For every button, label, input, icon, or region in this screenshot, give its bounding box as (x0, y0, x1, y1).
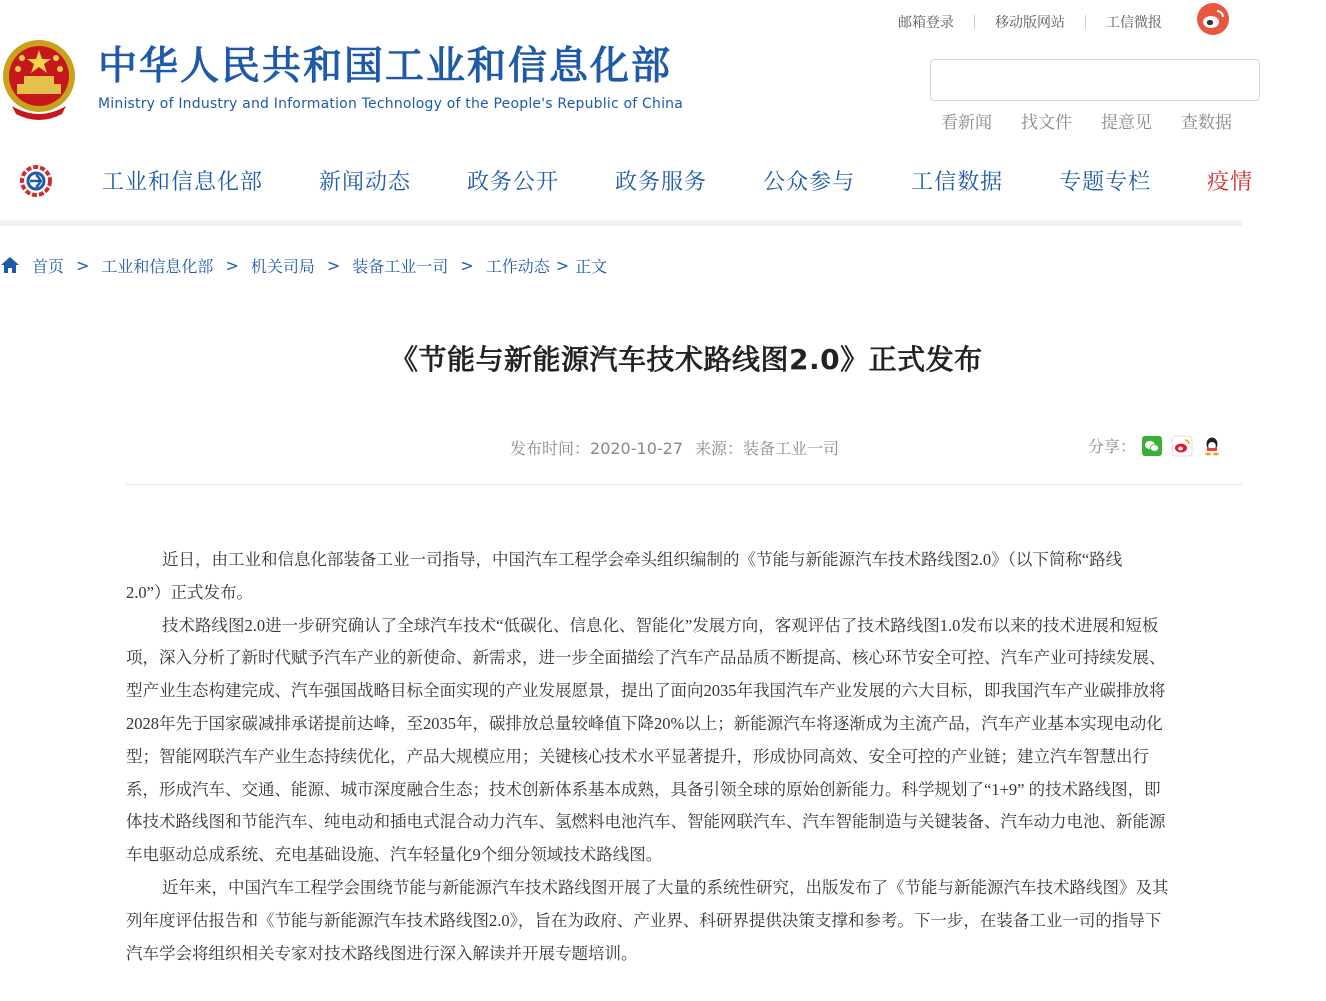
site-title[interactable]: 中华人民共和国工业和信息化部 (98, 44, 673, 89)
wechat-share-icon[interactable] (1142, 436, 1162, 456)
nav-item-data[interactable]: 工信数据 (911, 169, 1004, 195)
mobile-site-link[interactable]: 移动版网站 (995, 15, 1065, 31)
share-bar (1088, 434, 1232, 457)
qq-share-icon[interactable] (1202, 436, 1222, 456)
weibo-link[interactable]: 工信微报 (1106, 15, 1162, 31)
weibo-share-icon[interactable] (1172, 436, 1192, 456)
article-title: 《节能与新能源汽车技术路线图2.0》正式发布 (390, 343, 983, 376)
body-line: 列年度评估报告和《节能与新能源汽车技术路线图2.0》，旨在为政府、产业界、科研界提供决策支撑和参考。下一步，在装备工业一司的指导下 (126, 910, 1162, 930)
breadcrumb-departments[interactable]: 机关司局 (250, 256, 315, 276)
body-line: 型产业生态构建完成、汽车强国战略目标全面实现的产业发展愿景，提出了面向2035年我国汽车产业发展的六大目标，即我国汽车产业碳排放将 (126, 681, 1166, 701)
article-body (126, 544, 1326, 970)
site-subtitle: Ministry of Industry and Information Technology of the People's Republic of China (98, 96, 684, 112)
top-links (898, 10, 1162, 34)
body-line: 汽车学会将组织相关专家对技术路线图进行深入解读并开展专题培训。 (126, 943, 638, 963)
body-line: 型；智能网联汽车产业生态持续优化，产品大规模应用；关键核心技术水平显著提升，形成协同高效、安全可控的产业链；建立汽车智慧出行 (126, 746, 1149, 766)
nav-item-public-participation[interactable]: 公众参与 (763, 169, 856, 195)
quick-link-data[interactable]: 查数据 (1181, 113, 1232, 133)
breadcrumb-separator: > (326, 255, 341, 275)
body-line: 车电驱动总成系统、充电基础设施、汽车轻量化9个细分领域技术路线图。 (126, 845, 663, 865)
share-label: 分享： (1088, 437, 1137, 456)
main-nav (0, 150, 1254, 226)
divider (126, 484, 1242, 485)
nav-item-epidemic[interactable]: 疫情 (1207, 169, 1254, 195)
body-line: 近日，由工业和信息化部装备工业一司指导，中国汽车工程学会牵头组织编制的《节能与新能源汽车技术路线图2.0》（以下简称“路线 (162, 550, 1123, 569)
nav-items (102, 150, 1309, 210)
national-emblem-icon[interactable] (0, 36, 78, 122)
breadcrumb-separator: > (76, 255, 90, 275)
weibo-icon[interactable] (1196, 2, 1230, 36)
breadcrumb-current: 正文 (575, 256, 608, 276)
breadcrumb (0, 252, 607, 278)
site-header (0, 0, 1242, 150)
nav-item-special-topics[interactable]: 专题专栏 (1059, 169, 1152, 195)
breadcrumb-ministry[interactable]: 工业和信息化部 (101, 256, 214, 276)
home-icon[interactable] (0, 256, 20, 274)
body-line: 2028年先于国家碳减排承诺提前达峰，至2035年，碳排放总量较峰值下降20%以上；新能源汽车将逐渐成为主流产品，汽车产业基本实现电动化 (126, 713, 1163, 733)
mail-login-link[interactable]: 邮箱登录 (898, 15, 954, 31)
quick-links (941, 108, 1232, 133)
body-line: 近年来，中国汽车工程学会围绕节能与新能源汽车技术路线图开展了大量的系统性研究，出版发布了《节能与新能源汽车技术路线图》及其 (162, 877, 1169, 897)
divider (974, 15, 975, 29)
nav-item-gov-services[interactable]: 政务服务 (615, 169, 708, 195)
article-meta (510, 436, 843, 459)
breadcrumb-equipment-dept[interactable]: 装备工业一司 (352, 256, 449, 276)
breadcrumb-separator: > (555, 255, 570, 275)
nav-item-gov-affairs[interactable]: 政务公开 (467, 169, 560, 195)
body-line: 系，形成汽车、交通、能源、城市深度融合生态；技术创新体系基本成熟，具备引领全球的原始创新能力。科学规划了“1+9” 的技术路线图，即 (126, 779, 1161, 799)
miit-logo-icon[interactable] (18, 164, 56, 198)
nav-item-ministry[interactable]: 工业和信息化部 (102, 169, 264, 195)
body-line: 项，深入分析了新时代赋予汽车产业的新使命、新需求，进一步全面描绘了汽车产品品质不断提高、核心环节安全可控、汽车产业可持续发展、 (126, 648, 1166, 668)
breadcrumb-separator: > (225, 255, 239, 275)
source-label: 来源： (695, 439, 744, 458)
source-value: 装备工业一司 (743, 439, 840, 458)
body-line: 2.0”）正式发布。 (126, 582, 253, 602)
body-line: 体技术路线图和节能汽车、纯电动和插电式混合动力汽车、氢燃料电池汽车、智能网联汽车、汽车智能制造与关键装备、汽车动力电池、新能源 (126, 812, 1166, 832)
divider (1085, 15, 1086, 29)
nav-item-news[interactable]: 新闻动态 (319, 169, 412, 195)
search-input[interactable] (930, 59, 1260, 101)
body-line: 技术路线图2.0进一步研究确认了全球汽车技术“低碳化、信息化、智能化”发展方向，客观评估了技术路线图1.0发布以来的技术进展和短板 (162, 615, 1159, 635)
quick-link-documents[interactable]: 找文件 (1021, 113, 1072, 133)
published-date: 2020-10-27 (590, 439, 683, 458)
breadcrumb-separator: > (460, 255, 474, 275)
breadcrumb-home[interactable]: 首页 (32, 256, 65, 276)
published-label: 发布时间： (510, 439, 591, 458)
quick-link-news[interactable]: 看新闻 (941, 113, 992, 133)
quick-link-feedback[interactable]: 提意见 (1101, 113, 1152, 133)
breadcrumb-work-news[interactable]: 工作动态 (485, 256, 550, 276)
